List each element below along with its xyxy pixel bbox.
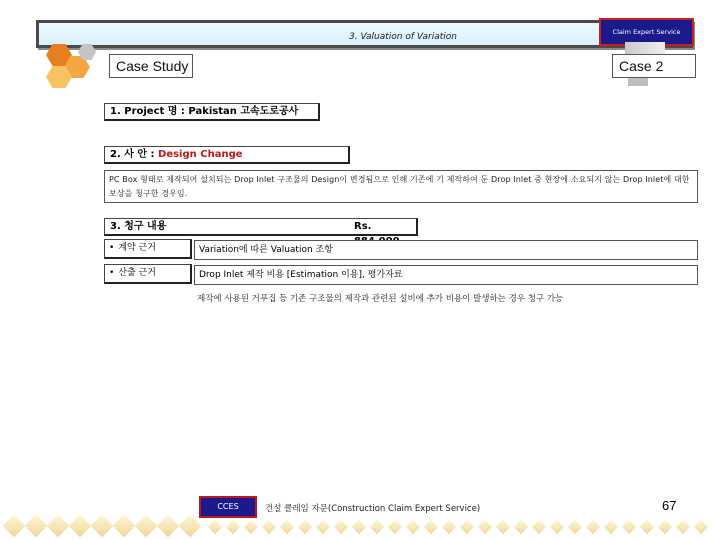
calculation-basis-label [104, 264, 192, 284]
calculation-basis-value: Drop Inlet 제작 비용 [Estimation 이용], 평가자료 [194, 265, 698, 285]
claim-amount: Rs. [354, 221, 372, 232]
project-label [104, 103, 320, 121]
diamond-pattern-decoration [0, 514, 720, 540]
slide-title: 3. Valuation of Variation [349, 32, 457, 42]
issue-prefix: 2. 사 안 : [110, 149, 159, 160]
page-number: 67 [662, 498, 677, 513]
bullet-icon: • [109, 243, 115, 253]
note-text: 제작에 사용된 거푸집 등 기존 구조물의 제작과 관련된 설비에 추가 비용이 발생하는 경우 청구 가능 [197, 294, 564, 304]
footer-text: 건설 클레임 자문(Construction Claim Expert Service) [265, 504, 481, 514]
contract-basis-label [104, 239, 192, 259]
claim-label [104, 218, 418, 236]
cces-badge: CCES [199, 496, 257, 518]
issue-label [104, 146, 350, 164]
title-bar [36, 20, 693, 48]
project-text: 1. Project 명 : Pakistan 고속도로공사 [110, 106, 299, 117]
description-text: PC Box 형태로 제작되어 설치되는 Drop Inlet 구조물의 Design이 변경됨으로 인해 기존에 기 제작하여 둔 Drop Inlet 중 현장에 소요되지 않는 Drop Inlet에 대한 보상을 청구한 경우임. [104, 170, 698, 203]
claim-expert-badge: Claim Expert Service [599, 18, 694, 46]
case-number-label: Case 2 [612, 54, 696, 78]
issue-value: Design Change [158, 149, 243, 160]
case-study-label: Case Study [109, 54, 193, 78]
contract-basis-value: Variation에 따른 Valuation 조항 [194, 240, 698, 260]
row-label-text: 계약 근거 [118, 243, 156, 253]
decoration-bar [628, 78, 648, 86]
row-label-text: 산출 근거 [118, 268, 156, 278]
claim-label-text: 3. 청구 내용 [110, 221, 167, 232]
bullet-icon: • [109, 268, 115, 278]
hexagon-logo-icon [44, 44, 104, 90]
